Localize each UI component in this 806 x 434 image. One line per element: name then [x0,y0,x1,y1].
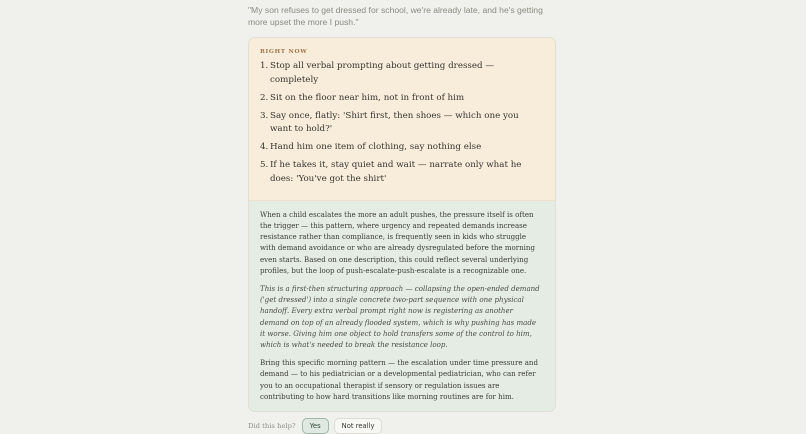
step-text: If he takes it, stay quiet and wait — narrate only what he does: 'You've got the shirt' [270,160,522,184]
step-number: 1. [260,61,269,71]
step-text: Sit on the floor near him, not in front of him [270,92,465,103]
feedback-row [248,418,556,434]
right-now-label: RIGHT NOW [260,49,308,55]
advice-card [248,37,556,412]
step-item [260,110,543,137]
step-item [260,141,543,155]
step-item [260,92,543,106]
step-item [260,159,543,186]
explanation-paragraph: When a child escalates the more an adult pushes, the pressure itself is often the trigger — this pattern, where urgency and repeated demands increase resistance rather than compliance, is frequently seen in kids who struggle with demand avoidance or who are already dysregulated before the morning even starts. Based on one description, this could reflect several underlying profiles, but the loop of push-escalate-push-escalate is a recognizable one. [260,209,535,275]
not-really-button[interactable]: Not really [334,418,383,434]
step-text: Hand him one item of clothing, say nothing else [270,142,482,152]
approach-paragraph: This is a first-then structuring approach — collapsing the open-ended demand ('get dressed') into a single concrete two-part sequence with one physical handoff. Every extra verbal prompt right now is registering as another demand on top of an already flooded system, which is why pushing has made it worse. Giving him one object to hold transfers some of the control to him, which is what's needed to break the resistance loop. [260,283,540,350]
step-number: 4. [260,142,269,152]
step-number: 5. [260,160,269,170]
feedback-question: Did this help? [248,422,296,431]
step-number: 3. [260,110,269,121]
response-column [248,0,556,434]
explanation-section [249,201,555,412]
right-now-section [249,38,555,201]
step-item [260,60,543,87]
referral-paragraph: Bring this specific morning pattern — the escalation under time pressure and demand — to his pediatrician or a developmental pediatrician, who can refer you to an occupational therapist if sensory or regulation issues are contributing to how hard transitions like morning routines are for him. [260,358,538,401]
step-text: Say once, flatly: 'Shirt first, then shoes — which one you want to hold?' [270,110,519,134]
step-number: 2. [260,92,269,103]
steps-list [260,60,543,186]
step-text: Stop all verbal prompting about getting dressed — completely [270,61,495,85]
user-query: "My son refuses to get dressed for school, we're already late, and he's getting more upset the more I push." [248,5,543,27]
yes-button[interactable]: Yes [302,418,329,434]
